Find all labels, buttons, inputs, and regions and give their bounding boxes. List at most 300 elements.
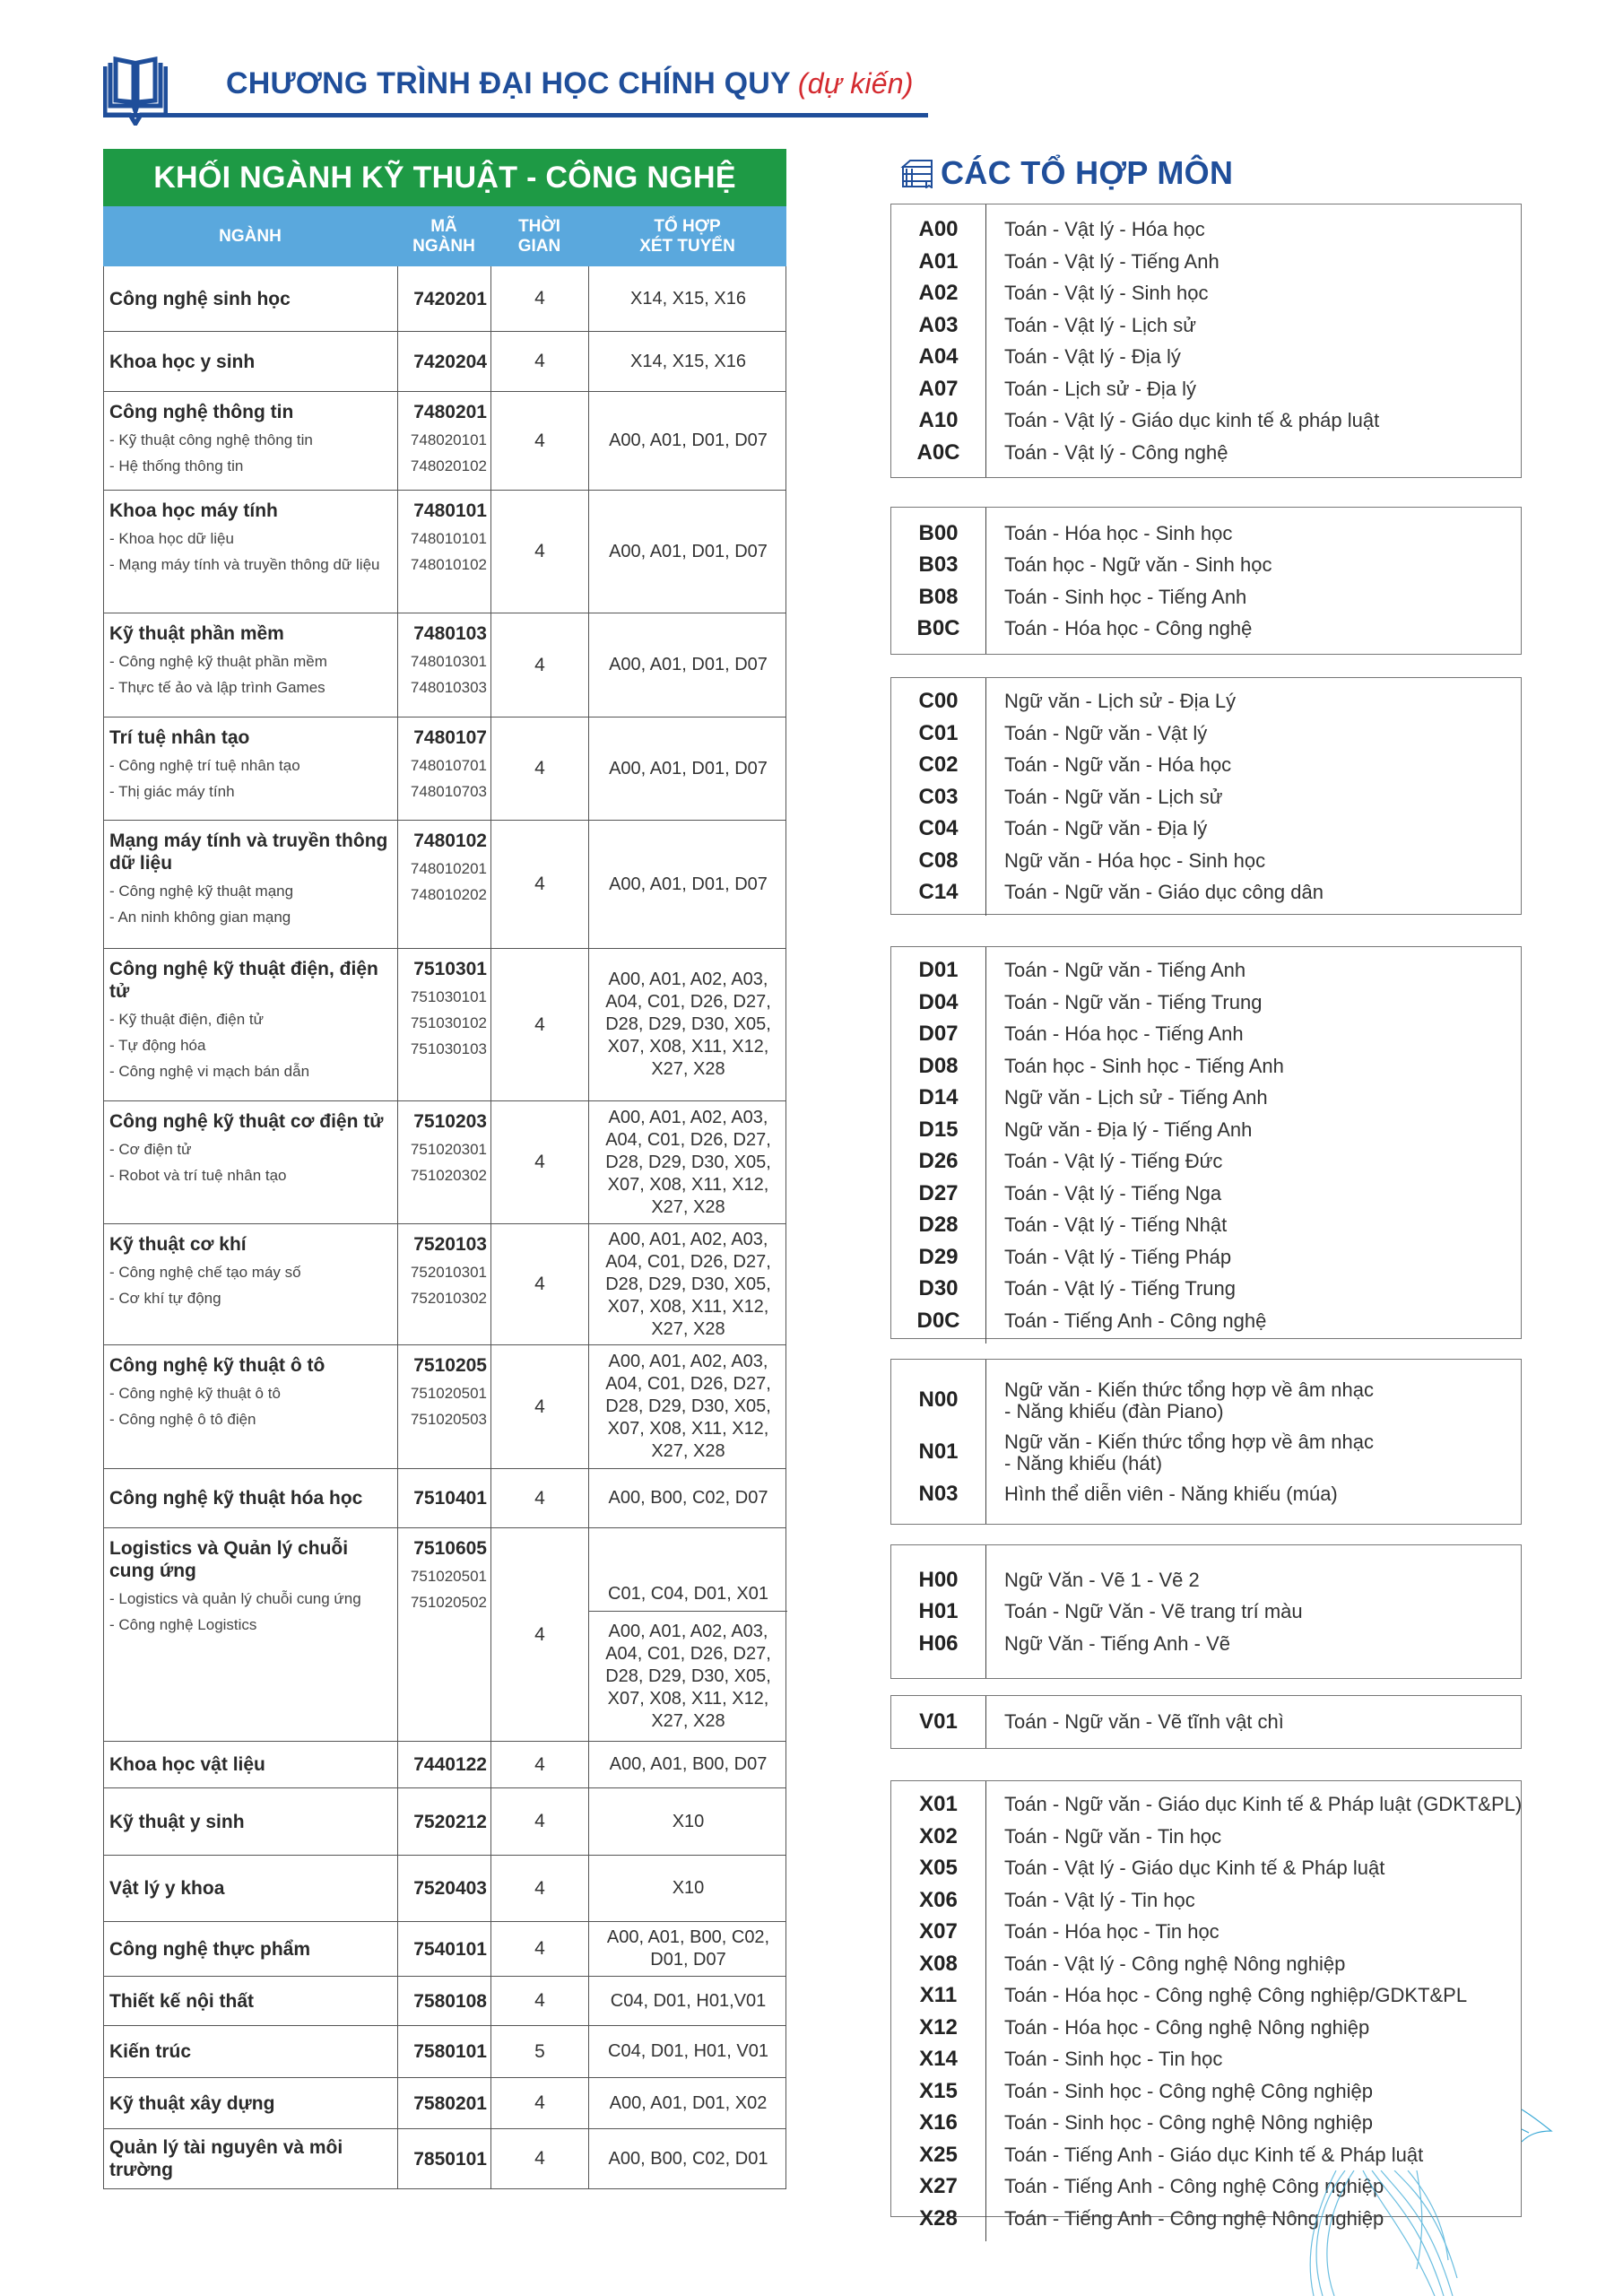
major-duration: 4: [491, 392, 589, 490]
combination-subject-list: Toán - Hóa học - Công nghệ: [1004, 617, 1253, 639]
combination-subject-list: Toán - Vật lý - Công nghệ: [1004, 440, 1228, 464]
combination-subject-list: Toán - Ngữ văn - Địa lý: [1004, 817, 1208, 839]
column-header-code: [397, 206, 490, 266]
combination-codes: [891, 678, 986, 916]
major-code-cell: [398, 2078, 491, 2128]
major-name: Công nghệ kỹ thuật điện, điện tử: [109, 959, 378, 1002]
decorative-swirl-icon: [1237, 2170, 1524, 2296]
major-row: [103, 392, 786, 491]
combination-subject-list: Toán - Ngữ văn - Vật lý: [1004, 721, 1208, 744]
major-name: Vật lý y khoa: [109, 1878, 225, 1899]
major-row: [103, 949, 786, 1101]
combination-subject-list: Toán - Vật lý - Tiếng Trung: [1004, 1277, 1237, 1300]
specialization-code: 751030101: [410, 988, 487, 1005]
combination-subject-list: Toán - Hóa học - Tin học: [1004, 1920, 1219, 1943]
major-code: 7440122: [413, 1754, 487, 1775]
combination-code: D01: [918, 958, 959, 982]
major-duration: 4: [491, 949, 589, 1100]
column-header-duration: [490, 206, 588, 266]
specialization-name: - Cơ khí tự động: [109, 1290, 221, 1307]
combination-subject-list: Toán - Vật lý - Tin học: [1004, 1888, 1195, 1911]
page-header: [103, 54, 928, 135]
combination-subject-list: Toán - Tiếng Anh - Công nghệ Công nghiệp: [1004, 2175, 1384, 2197]
major-code-cell: [398, 332, 491, 391]
major-name-cell: [104, 1788, 398, 1855]
major-name-cell: [104, 2078, 398, 2128]
specialization-name: - Công nghệ kỹ thuật mạng: [109, 883, 294, 900]
major-row: [103, 2026, 786, 2078]
combinations-title: CÁC TỔ HỢP MÔN: [941, 154, 1234, 191]
combination-code: C14: [918, 880, 959, 904]
specialization-code: 751020302: [410, 1167, 487, 1184]
combination-subject-list: Toán - Ngữ văn - Tin học: [1004, 1824, 1222, 1848]
combination-subject-list: Toán - Hóa học - Công nghệ Nông nghiệp: [1004, 2015, 1370, 2039]
combination-codes: [891, 1360, 986, 1524]
major-duration: 4: [491, 1345, 589, 1468]
combination-code: H00: [918, 1567, 959, 1592]
major-code-cell: [398, 1345, 491, 1468]
major-code: 7510203: [413, 1111, 487, 1132]
major-code: 7480103: [413, 623, 487, 644]
combination-code: C02: [918, 752, 959, 777]
major-name-cell: [104, 1742, 398, 1787]
major-row: [103, 1788, 786, 1856]
major-row: [103, 1345, 786, 1469]
combination-subject-list: Toán - Hóa học - Tiếng Anh: [1004, 1022, 1244, 1045]
major-name-cell: [104, 1469, 398, 1527]
major-row: [103, 1469, 786, 1528]
column-header-combos-text: TỔ HỢP XÉT TUYỂN: [639, 216, 735, 256]
combination-code: A03: [918, 312, 959, 337]
major-row: [103, 266, 786, 332]
major-combos: A00, A01, A02, A03, A04, C01, D26, D27, D28, D29, D30, X05, X07, X08, X11, X12, X27, X28: [605, 1107, 771, 1217]
major-name: Kỹ thuật phần mềm: [109, 623, 284, 644]
combination-code: D07: [918, 1022, 959, 1046]
combination-code: X12: [919, 2014, 958, 2039]
combination-subject-list: Toán - Ngữ văn - Vẽ tĩnh vật chì: [1004, 1710, 1284, 1734]
major-code: 7480107: [413, 727, 487, 748]
major-code-cell: [398, 1977, 491, 2025]
combination-code: B08: [918, 584, 959, 609]
major-name: Thiết kế nội thất: [109, 1990, 255, 2012]
major-code: 7420204: [413, 351, 487, 372]
major-name-cell: [104, 1101, 398, 1223]
column-header-duration-text: THỜI GIAN: [517, 216, 561, 256]
major-code: 7480101: [413, 500, 487, 521]
header-rule: [103, 113, 928, 117]
combination-subject-line: - Năng khiếu (đàn Piano): [1004, 1399, 1224, 1422]
major-name-cell: [104, 821, 398, 948]
combination-subject-list: Toán - Vật lý - Địa lý: [1004, 345, 1181, 368]
major-name-cell: [104, 1856, 398, 1921]
combination-code: A04: [918, 344, 959, 369]
specialization-name: - An ninh không gian mạng: [109, 909, 291, 926]
major-code-cell: [398, 392, 491, 490]
combination-subjects: [986, 1696, 1521, 1748]
combination-code: H01: [918, 1599, 959, 1624]
combination-code: D27: [918, 1180, 959, 1205]
combination-code: C00: [918, 689, 959, 713]
combination-code: A00: [918, 217, 959, 241]
combination-codes: [891, 1696, 986, 1748]
specialization-name: - Khoa học dữ liệu: [109, 530, 234, 547]
combination-subjects: [986, 947, 1521, 1344]
combination-code: D30: [918, 1276, 959, 1300]
specialization-name: - Công nghệ chế tạo máy số: [109, 1264, 301, 1281]
specialization-name: - Công nghệ Logistics: [109, 1616, 257, 1633]
major-code: 7510301: [413, 959, 487, 979]
major-row: [103, 1528, 786, 1742]
specialization-name: - Kỹ thuật công nghệ thông tin: [109, 431, 313, 448]
combination-subject-line: - Năng khiếu (hát): [1004, 1451, 1163, 1474]
major-code-cell: [398, 266, 491, 331]
major-code: 7520403: [413, 1878, 487, 1899]
column-header-major: NGÀNH: [219, 226, 282, 246]
major-combos: A00, A01, A02, A03, A04, C01, D26, D27, D28, D29, D30, X05, X07, X08, X11, X12, X27, X28: [605, 1352, 771, 1461]
major-code-cell: [398, 949, 491, 1100]
major-name: Khoa học vật liệu: [109, 1754, 265, 1775]
combination-subject-list: Toán - Sinh học - Tin học: [1004, 2048, 1223, 2070]
combination-code: C08: [918, 848, 959, 873]
major-code: 7580101: [413, 2041, 487, 2062]
major-duration: 4: [491, 266, 589, 331]
combination-subject-list: Toán - Vật lý - Sinh học: [1004, 282, 1209, 304]
combination-code: X01: [919, 1792, 958, 1816]
major-name-cell: [104, 266, 398, 331]
major-name: Trí tuệ nhân tạo: [109, 727, 250, 748]
combination-subject-list: Toán - Ngữ văn - Lịch sử: [1004, 785, 1223, 808]
major-name: Kiến trúc: [109, 2041, 192, 2062]
specialization-name: - Tự động hóa: [109, 1037, 206, 1054]
major-duration: 4: [491, 1856, 589, 1921]
combination-subject-list: Toán - Vật lý - Tiếng Nhật: [1004, 1213, 1228, 1236]
majors-table: [103, 149, 786, 2189]
specialization-code: 748020102: [410, 457, 487, 474]
major-combos: A00, B00, C02, D07: [608, 1488, 768, 1508]
major-duration: 4: [491, 2129, 589, 2188]
combination-group-b: [890, 507, 1522, 655]
major-name: Kỹ thuật y sinh: [109, 1811, 245, 1832]
combination-codes: [891, 204, 986, 477]
major-code: 7480102: [413, 831, 487, 851]
combination-group-d: [890, 946, 1522, 1339]
combination-subjects: [986, 204, 1521, 477]
specialization-code: 748010703: [410, 783, 487, 800]
combination-subject-list: Hình thể diễn viên - Năng khiếu (múa): [1004, 1482, 1338, 1505]
combination-code: N01: [918, 1439, 959, 1464]
combination-code: D0C: [916, 1308, 960, 1333]
major-code-cell: [398, 1742, 491, 1787]
major-name-cell: [104, 718, 398, 820]
decorative-wave-icon: [1520, 2108, 1556, 2144]
major-name-cell: [104, 491, 398, 613]
major-code: 7580201: [413, 2092, 487, 2114]
major-name: Công nghệ thông tin: [109, 402, 294, 422]
combination-subject-list: Toán - Vật lý - Công nghệ Nông nghiệp: [1004, 1952, 1346, 1975]
major-name: Công nghệ kỹ thuật hóa học: [109, 1488, 363, 1509]
specialization-code: 748010701: [410, 757, 487, 774]
combination-subject-list: Ngữ văn - Lịch sử - Địa Lý: [1004, 690, 1237, 712]
major-code-cell: [398, 613, 491, 717]
major-code: 7540101: [413, 1938, 487, 1960]
majors-section-title: KHỐI NGÀNH KỸ THUẬT - CÔNG NGHỆ: [103, 149, 786, 206]
combination-group-h: [890, 1544, 1522, 1679]
combination-subject-list: Toán - Ngữ Văn - Vẽ trang trí màu: [1004, 1600, 1303, 1623]
combination-code: X07: [919, 1919, 958, 1944]
major-row: [103, 2129, 786, 2189]
specialization-name: - Công nghệ vi mạch bán dẫn: [109, 1063, 310, 1080]
major-code: 7420201: [413, 288, 487, 309]
major-name-cell: [104, 1977, 398, 2025]
major-combos: A00, A01, A02, A03, A04, C01, D26, D27, D28, D29, D30, X05, X07, X08, X11, X12, X27, X28: [605, 970, 771, 1079]
combination-code: A0C: [916, 439, 960, 465]
major-combos: A00, A01, A02, A03, A04, C01, D26, D27, D28, D29, D30, X05, X07, X08, X11, X12, X27, X28: [605, 1621, 771, 1731]
major-code: 7510605: [413, 1538, 487, 1559]
major-combos: X14, X15, X16: [630, 351, 746, 371]
combination-subject-line: Ngữ văn - Kiến thức tổng hợp về âm nhạc: [1004, 1430, 1374, 1453]
specialization-code: 751020502: [410, 1594, 487, 1611]
major-code-cell: [398, 1788, 491, 1855]
specialization-name: - Công nghệ trí tuệ nhân tạo: [109, 757, 300, 774]
major-name: Công nghệ thực phẩm: [109, 1938, 311, 1960]
major-row: [103, 1742, 786, 1788]
specialization-name: - Công nghệ kỹ thuật ô tô: [109, 1385, 281, 1402]
combination-code: D14: [918, 1085, 959, 1109]
specialization-code: 748020101: [410, 431, 487, 448]
combination-group-x: [890, 1780, 1523, 2231]
major-combos: A00, A01, D01, D07: [609, 541, 768, 561]
major-duration: 4: [491, 1224, 589, 1344]
combination-code: A07: [918, 376, 959, 401]
specialization-code: 751030102: [410, 1014, 487, 1031]
specialization-code: 751030103: [410, 1040, 487, 1057]
combination-subject-list: Toán - Vật lý - Tiếng Nga: [1004, 1181, 1222, 1205]
major-row: [103, 1977, 786, 2026]
combination-code: B0C: [916, 616, 960, 640]
combination-code: N03: [918, 1481, 959, 1506]
specialization-name: - Thị giác máy tính: [109, 783, 235, 800]
combination-code: A02: [918, 281, 959, 305]
major-combos: A00, A01, B00, C02, D01, D07: [606, 1927, 770, 1970]
combination-codes: [891, 947, 986, 1344]
major-code-cell: [398, 1101, 491, 1223]
major-name-cell: [104, 1528, 398, 1741]
combination-subject-list: Toán - Vật lý - Hóa học: [1004, 218, 1205, 240]
combination-code: D29: [918, 1244, 959, 1269]
combination-subject-list: Toán - Sinh học - Công nghệ Nông nghiệp: [1004, 2111, 1373, 2134]
combination-code: V01: [919, 1709, 958, 1735]
combination-subject-list: Toán - Tiếng Anh - Giáo dục Kinh tế & Pháp luật: [1004, 2143, 1424, 2166]
major-duration: 4: [491, 1469, 589, 1527]
major-name-cell: [104, 2026, 398, 2077]
combination-code: X08: [919, 1951, 958, 1976]
major-combos: A00, A01, A02, A03, A04, C01, D26, D27, D28, D29, D30, X05, X07, X08, X11, X12, X27, X28: [605, 1229, 771, 1339]
major-combos: C04, D01, H01, V01: [608, 2041, 768, 2061]
specialization-code: 751020503: [410, 1411, 487, 1428]
major-duration: 4: [491, 1528, 589, 1741]
combination-subject-list: Toán - Vật lý - Giáo dục kinh tế & pháp luật: [1004, 409, 1380, 431]
major-duration: 4: [491, 2078, 589, 2128]
major-combos: A00, A01, D01, X02: [609, 2092, 768, 2113]
specialization-name: - Kỹ thuật điện, điện tử: [109, 1011, 265, 1028]
combination-subject-list: Toán - Vật lý - Lịch sử: [1004, 313, 1197, 336]
major-duration: 4: [491, 821, 589, 948]
specialization-code: 751020501: [410, 1568, 487, 1585]
combination-subject-list: Toán - Ngữ văn - Giáo dục Kinh tế & Pháp luật (GDKT&PL): [1004, 1793, 1523, 1815]
major-row: [103, 2078, 786, 2129]
major-code-cell: [398, 718, 491, 820]
major-name: Logistics và Quản lý chuỗi cung ứng: [109, 1538, 349, 1581]
column-header-combos: [588, 206, 786, 266]
major-duration: 4: [491, 1977, 589, 2025]
combination-subject-list: Toán - Ngữ văn - Hóa học: [1004, 753, 1232, 776]
combination-subject-list: Toán - Vật lý - Tiếng Pháp: [1004, 1245, 1232, 1268]
combination-subject-line: Ngữ văn - Kiến thức tổng hợp về âm nhạc: [1004, 1378, 1374, 1401]
combination-subject-list: Ngữ văn - Địa lý - Tiếng Anh: [1004, 1118, 1253, 1141]
combination-code: D28: [918, 1213, 959, 1237]
combination-group-n: [890, 1359, 1522, 1525]
major-name-cell: [104, 1224, 398, 1344]
specialization-name: - Robot và trí tuệ nhân tạo: [109, 1167, 287, 1184]
major-row: [103, 1101, 786, 1224]
major-name-cell: [104, 332, 398, 391]
major-name: Khoa học y sinh: [109, 351, 256, 372]
major-code-cell: [398, 1469, 491, 1527]
specialization-name: - Công nghệ ô tô điện: [109, 1411, 256, 1428]
major-row: [103, 332, 786, 392]
page-title-note: (dự kiến): [797, 67, 914, 100]
major-row: [103, 1224, 786, 1345]
major-code: 7520103: [413, 1234, 487, 1255]
major-combos: X10: [672, 1811, 705, 1831]
major-duration: 4: [491, 613, 589, 717]
major-duration: 4: [491, 1742, 589, 1787]
major-name: Công nghệ sinh học: [109, 288, 291, 309]
major-combos: A00, B00, C02, D01: [608, 2148, 768, 2169]
major-code: 7520212: [413, 1811, 487, 1832]
major-duration: 4: [491, 718, 589, 820]
major-combos: A00, A01, D01, D07: [609, 758, 768, 778]
column-header-code-text: MÃ NGÀNH: [412, 216, 475, 256]
major-name: Mạng máy tính và truyền thông dữ liệu: [109, 831, 388, 874]
combination-codes: [891, 508, 986, 654]
specialization-code: 751020501: [410, 1385, 487, 1402]
major-row: [103, 821, 786, 949]
combination-code: D08: [918, 1053, 959, 1078]
combination-code: X27: [919, 2174, 958, 2198]
specialization-code: 748010201: [410, 860, 487, 877]
combination-group-v: [890, 1695, 1522, 1749]
major-name: Công nghệ kỹ thuật ô tô: [109, 1355, 325, 1376]
major-combos: A00, A01, B00, D07: [609, 1754, 768, 1774]
combination-subject-list: Ngữ Văn - Vẽ 1 - Vẽ 2: [1004, 1568, 1200, 1591]
combination-code: X25: [919, 2142, 958, 2167]
major-combos: X10: [672, 1878, 705, 1898]
combination-subject-list: Toán - Ngữ văn - Tiếng Anh: [1004, 959, 1246, 981]
combination-code: C03: [918, 784, 959, 809]
specialization-name: - Cơ điện tử: [109, 1141, 192, 1158]
major-row: [103, 718, 786, 821]
major-row: [103, 1856, 786, 1922]
combination-subject-list: Toán - Tiếng Anh - Công nghệ: [1004, 1309, 1267, 1332]
combinations-heading: [899, 151, 1233, 196]
major-combos: A00, A01, D01, D07: [609, 430, 768, 450]
specialization-name: - Thực tế ảo và lập trình Games: [109, 679, 325, 696]
major-code-cell: [398, 2129, 491, 2188]
major-duration: 5: [491, 2026, 589, 2077]
combination-subject-list: Toán - Ngữ văn - Tiếng Trung: [1004, 990, 1263, 1013]
specialization-code: 752010302: [410, 1290, 487, 1307]
combination-code: X06: [919, 1887, 958, 1912]
major-code: 7510401: [413, 1488, 487, 1509]
major-code-cell: [398, 1922, 491, 1976]
combination-code: H06: [918, 1631, 959, 1656]
specialization-code: 752010301: [410, 1264, 487, 1281]
major-name: Khoa học máy tính: [109, 500, 278, 521]
page-title: [226, 66, 914, 101]
major-combos: C01, C04, D01, X01: [589, 1528, 787, 1612]
specialization-code: 748010301: [410, 653, 487, 670]
combination-group-a: [890, 204, 1522, 478]
major-name-cell: [104, 1345, 398, 1468]
combination-subject-list: [986, 1426, 1521, 1478]
majors-table-body: [103, 266, 786, 2189]
major-row: [103, 613, 786, 718]
major-code-cell: [398, 1224, 491, 1344]
combination-subjects: [986, 1545, 1521, 1678]
combination-subjects: [986, 1360, 1521, 1524]
major-code-cell: [398, 2026, 491, 2077]
combination-subject-list: Toán học - Sinh học - Tiếng Anh: [1004, 1054, 1284, 1077]
specialization-name: - Mạng máy tính và truyền thông dữ liệu: [109, 556, 380, 573]
major-combos: A00, A01, D01, D07: [609, 655, 768, 674]
major-name: Quản lý tài nguyên và môi trường: [109, 2137, 343, 2180]
major-duration: 4: [491, 1788, 589, 1855]
combination-code: B00: [918, 520, 959, 545]
book-stack-icon: [899, 158, 935, 188]
combination-code: C01: [918, 720, 959, 745]
page-title-text: CHƯƠNG TRÌNH ĐẠI HỌC CHÍNH QUY: [226, 66, 791, 100]
combination-codes: [891, 1545, 986, 1678]
major-row: [103, 491, 786, 613]
combination-subject-list: Ngữ Văn - Tiếng Anh - Vẽ: [1004, 1631, 1230, 1655]
major-row: [103, 1922, 786, 1977]
combination-group-c: [890, 677, 1522, 915]
major-code-cell: [398, 1528, 491, 1741]
major-combos: A00, A01, D01, D07: [609, 874, 768, 894]
combination-code: X28: [919, 2205, 958, 2231]
specialization-name: - Hệ thống thông tin: [109, 457, 244, 474]
combination-code: X16: [919, 2110, 958, 2135]
major-name: Công nghệ kỹ thuật cơ điện tử: [109, 1111, 384, 1132]
major-name-cell: [104, 1922, 398, 1976]
combination-subject-list: Toán học - Ngữ văn - Sinh học: [1004, 553, 1272, 576]
specialization-code: 748010303: [410, 679, 487, 696]
major-duration: 4: [491, 1101, 589, 1223]
major-code: 7510205: [413, 1355, 487, 1376]
combination-subject-list: Toán - Vật lý - Tiếng Đức: [1004, 1150, 1223, 1172]
majors-table-header: [103, 206, 786, 266]
combination-code: X05: [919, 1856, 958, 1880]
major-name-cell: [104, 2129, 398, 2188]
combination-code: C04: [918, 816, 959, 840]
major-duration: 4: [491, 491, 589, 613]
combination-code: B03: [918, 552, 959, 577]
combination-subject-list: Ngữ văn - Hóa học - Sinh học: [1004, 848, 1266, 872]
specialization-code: 748010101: [410, 530, 487, 547]
major-name-cell: [104, 392, 398, 490]
combination-codes: [891, 1781, 986, 2241]
